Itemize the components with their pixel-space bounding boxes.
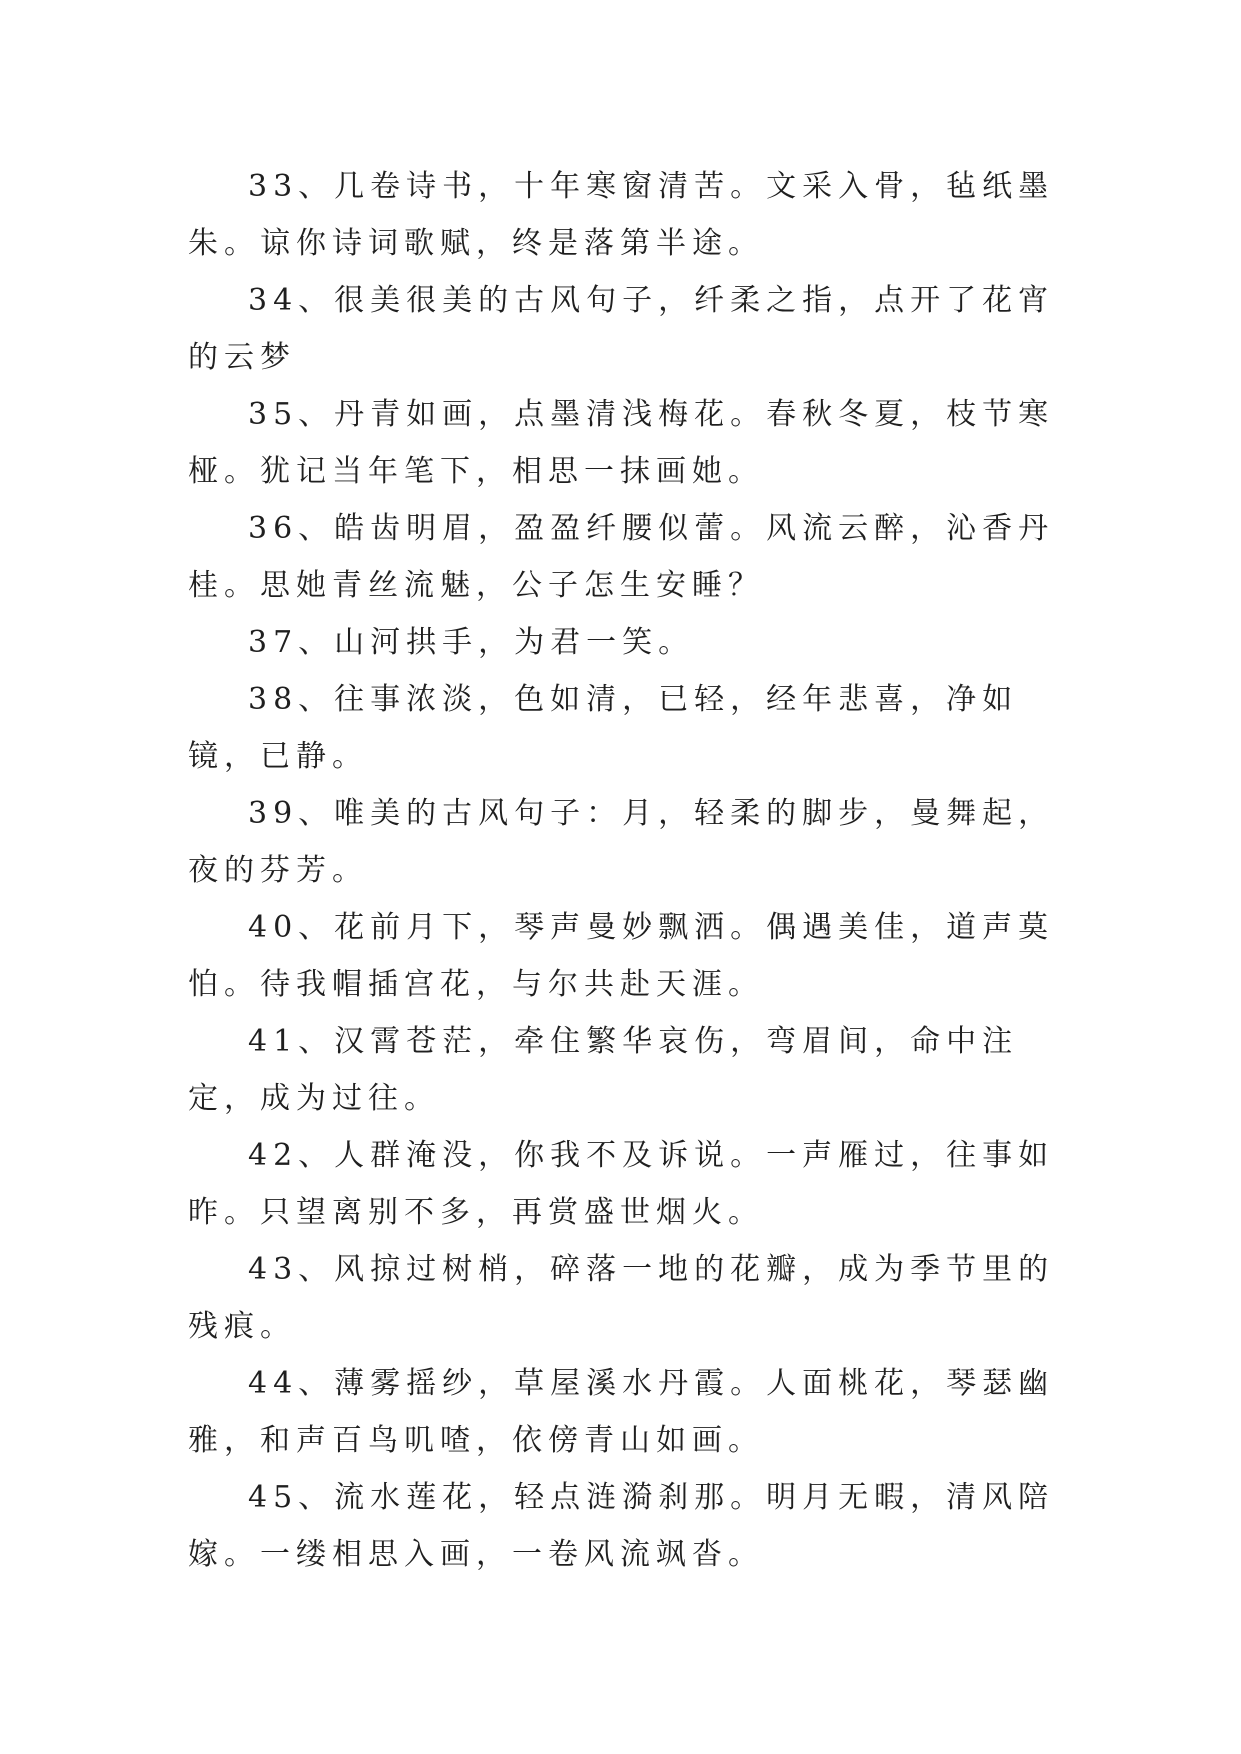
paragraph-39: 39、唯美的古风句子：月，轻柔的脚步，曼舞起，夜的芬芳。	[188, 796, 1055, 888]
paragraph-45: 45、流水莲花，轻点涟漪刹那。明月无暇，清风陪嫁。一缕相思入画，一卷风流飒沓。	[188, 1480, 1055, 1572]
paragraph-35: 35、丹青如画，点墨清浅梅花。春秋冬夏，枝节寒桠。犹记当年笔下，相思一抹画她。	[188, 397, 1055, 489]
document-body	[188, 158, 1058, 1583]
paragraph-34: 34、很美很美的古风句子，纤柔之指，点开了花宵的云梦	[188, 283, 1055, 375]
paragraph-37: 37、山河拱手，为君一笑。	[248, 625, 695, 660]
paragraph-38: 38、往事浓淡，色如清，已轻，经年悲喜，净如镜，已静。	[188, 682, 1019, 774]
paragraph-44: 44、薄雾摇纱，草屋溪水丹霞。人面桃花，琴瑟幽雅，和声百鸟叽喳，依傍青山如画。	[188, 1366, 1055, 1458]
paragraph-41: 41、汉霄苍茫，牵住繁华哀伤，弯眉间，命中注定，成为过往。	[188, 1024, 1019, 1116]
paragraph-43: 43、风掠过树梢，碎落一地的花瓣，成为季节里的残痕。	[188, 1252, 1055, 1344]
paragraph-40: 40、花前月下，琴声曼妙飘洒。偶遇美佳，道声莫怕。待我帽插宫花，与尔共赴天涯。	[188, 910, 1055, 1002]
paragraph-33: 33、几卷诗书，十年寒窗清苦。文采入骨，毡纸墨朱。谅你诗词歌赋，终是落第半途。	[188, 169, 1055, 261]
paragraph-42: 42、人群淹没，你我不及诉说。一声雁过，往事如昨。只望离别不多，再赏盛世烟火。	[188, 1138, 1055, 1230]
paragraph-36: 36、皓齿明眉，盈盈纤腰似蕾。风流云醉，沁香丹桂。思她青丝流魅，公子怎生安睡？	[188, 511, 1055, 603]
